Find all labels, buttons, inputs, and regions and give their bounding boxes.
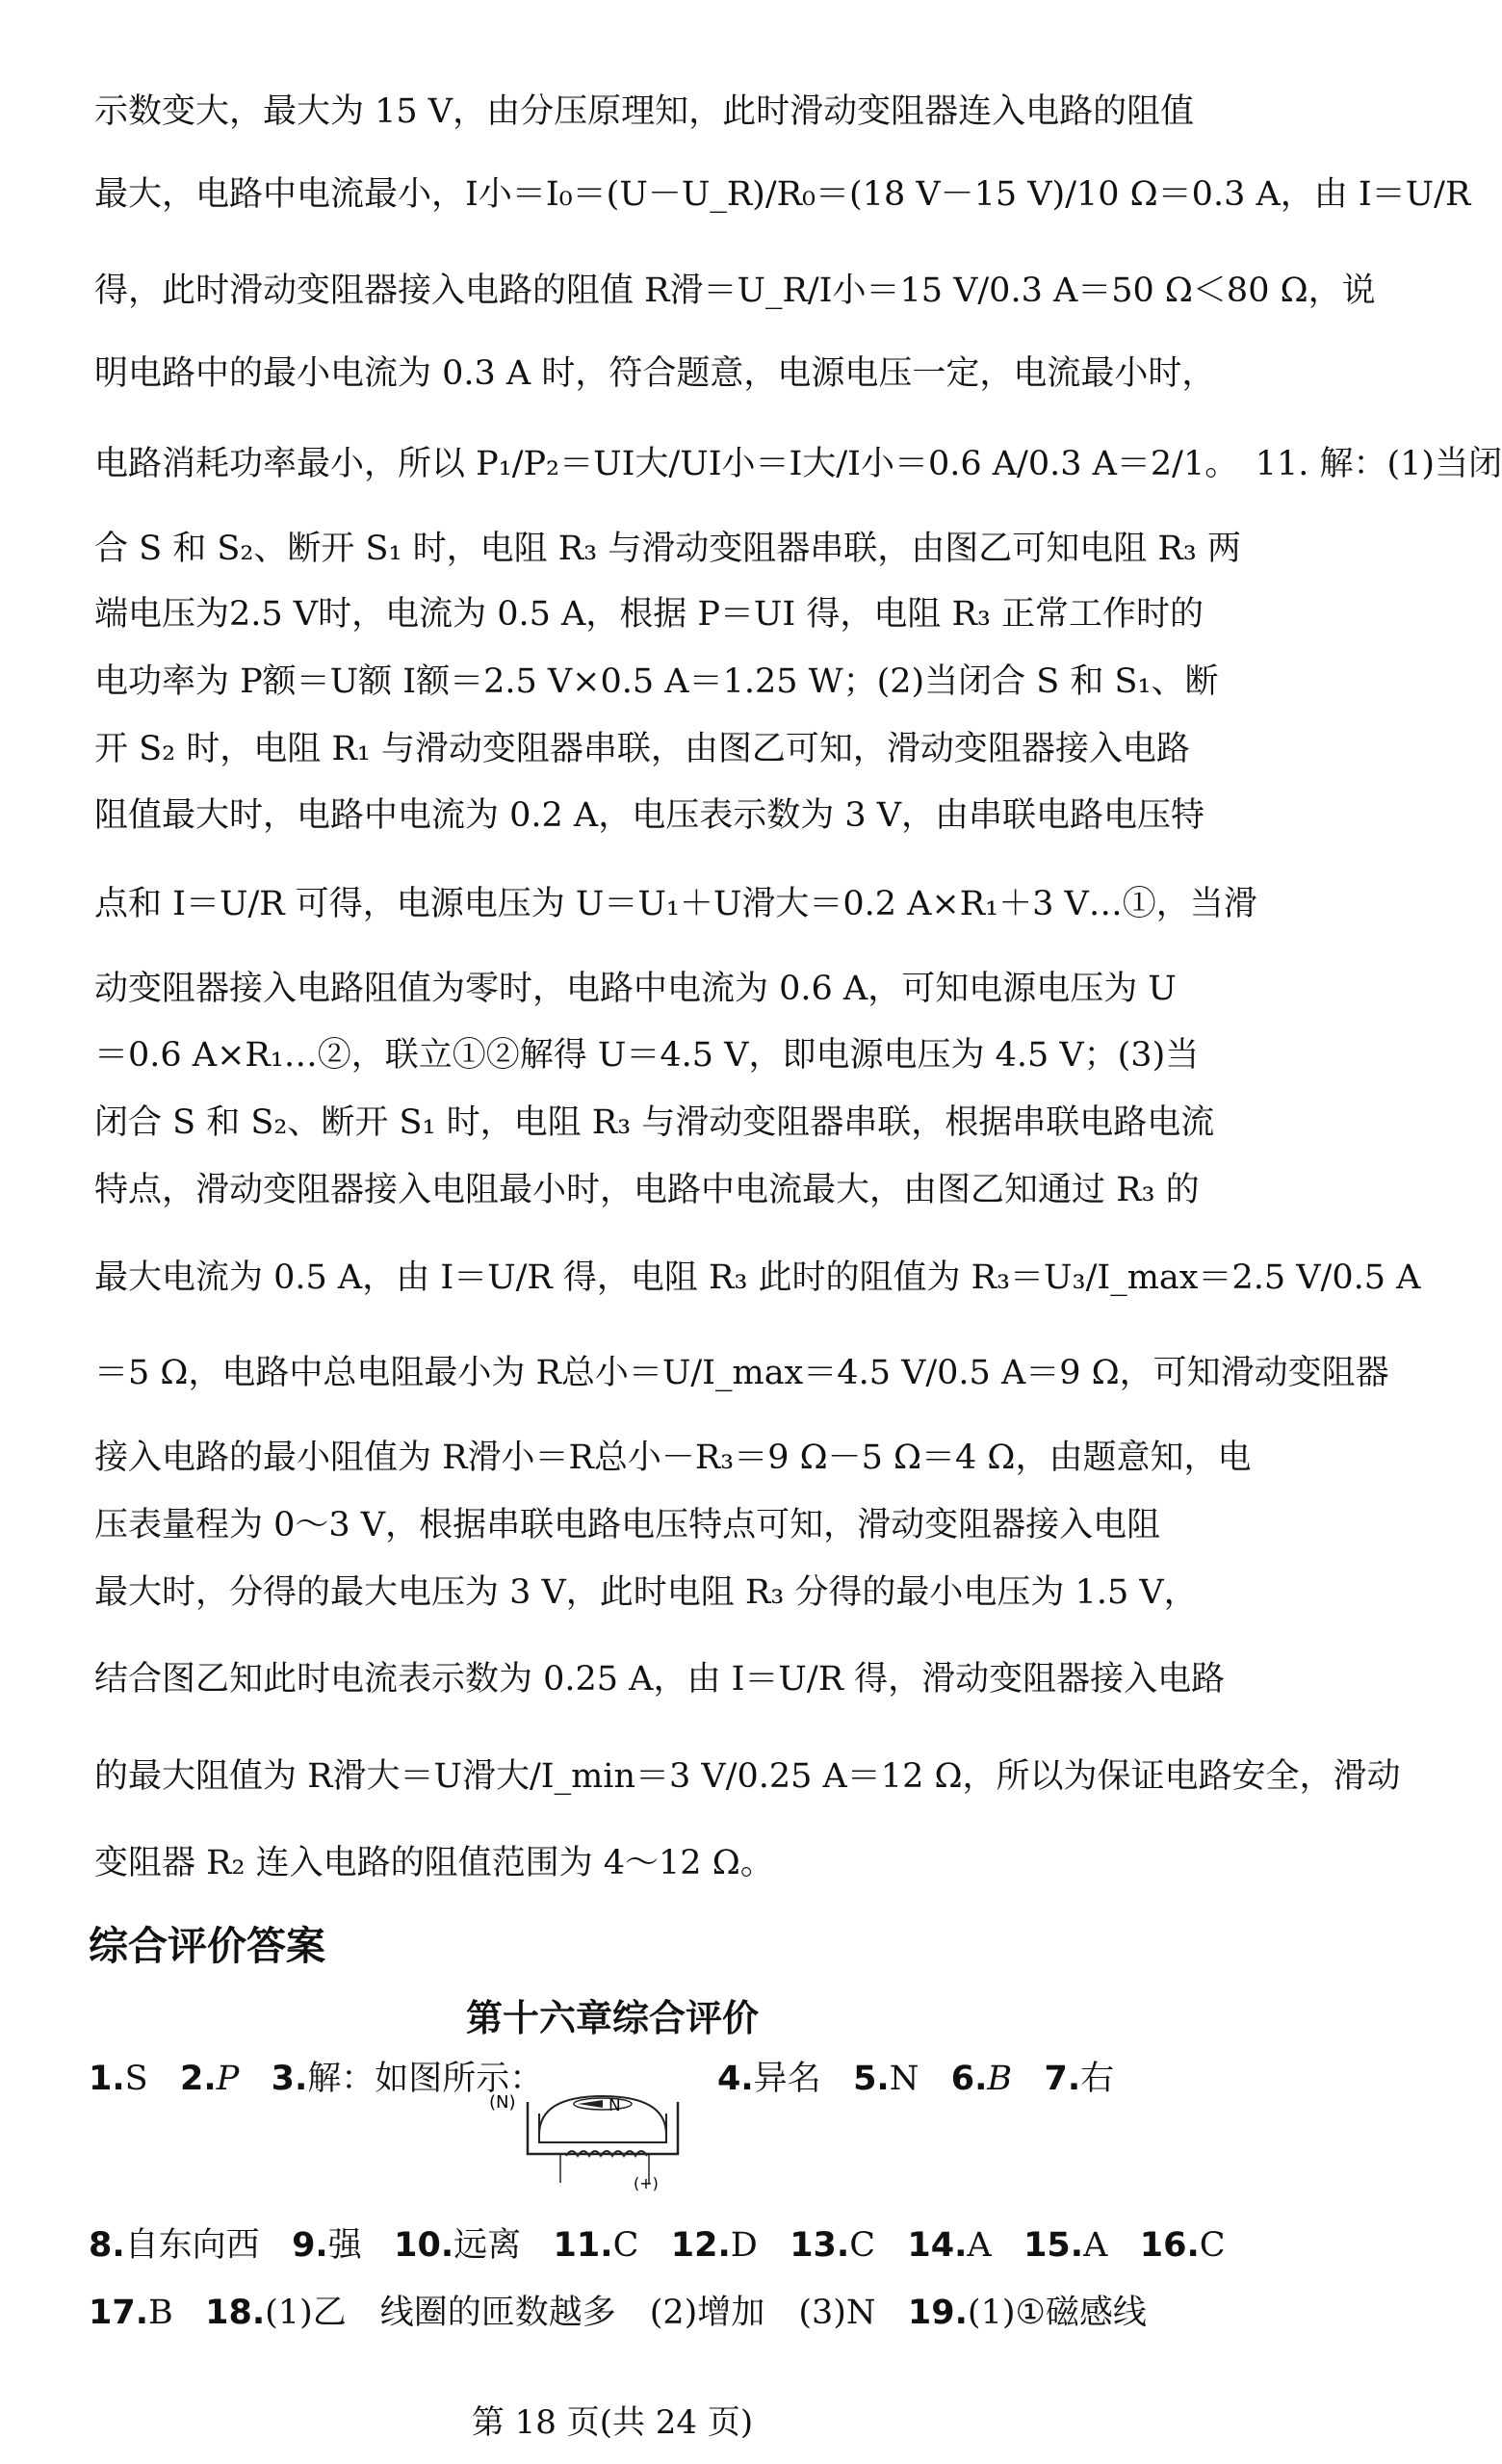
answer-row-2 xyxy=(89,2224,1226,2267)
answer-15: A xyxy=(1083,2226,1108,2265)
answer-9-number: 9. xyxy=(292,2226,328,2265)
text-line-9: 开 S₂ 时，电阻 R₁ 与滑动变阻器串联，由图乙可知，滑动变阻器接入电路 xyxy=(94,730,1190,768)
text-line-19: 压表量程为 0～3 V，根据串联电路电压特点可知，滑动变阻器接入电阻 xyxy=(94,1506,1161,1544)
text-line-16: 最大电流为 0.5 A，由 I＝U/R 得，电阻 R₃ 此时的阻值为 R₃＝U₃/I_max＝2.5 V/0.5 A xyxy=(94,1258,1421,1297)
answer-12-number: 12. xyxy=(670,2226,731,2265)
answer-2: P xyxy=(216,2060,240,2098)
answer-1-number: 1. xyxy=(89,2060,125,2098)
answer-5: N xyxy=(889,2060,919,2098)
section-title: 综合评价答案 xyxy=(89,1923,325,1969)
answer-8: 自东向西 xyxy=(124,2226,260,2265)
text-line-21: 结合图乙知此时电流表示数为 0.25 A，由 I＝U/R 得，滑动变阻器接入电路 xyxy=(94,1660,1226,1699)
answer-10-number: 10. xyxy=(394,2226,454,2265)
answer-7: 右 xyxy=(1080,2060,1115,2098)
text-line-2: 最大，电路中电流最小，I小＝I₀＝(U－U_R)/R₀＝(18 V－15 V)/10 Ω＝0.3 A，由 I＝U/R xyxy=(94,175,1471,214)
answer-13: C xyxy=(849,2226,875,2265)
fig-needle-label: N xyxy=(609,2096,621,2115)
text-line-23: 变阻器 R₂ 连入电路的阻值范围为 4～12 Ω。 xyxy=(94,1844,774,1882)
text-line-12: 动变阻器接入电路阻值为零时，电路中电流为 0.6 A，可知电源电压为 U xyxy=(94,970,1177,1008)
text-line-13: ＝0.6 A×R₁…②，联立①②解得 U＝4.5 V，即电源电压为 4.5 V；(3)当 xyxy=(94,1036,1200,1075)
needle-icon xyxy=(578,2100,603,2108)
text-line-14: 闭合 S 和 S₂、断开 S₁ 时，电阻 R₃ 与滑动变阻器串联，根据串联电路电流 xyxy=(94,1103,1215,1142)
text-line-15: 特点，滑动变阻器接入电阻最小时，电路中电流最大，由图乙知通过 R₃ 的 xyxy=(94,1171,1200,1209)
answer-4-number: 4. xyxy=(717,2060,754,2098)
text-line-18: 接入电路的最小阻值为 R滑小＝R总小－R₃＝9 Ω－5 Ω＝4 Ω，由题意知，电 xyxy=(94,1439,1252,1477)
answer-19: (1)①磁感线 xyxy=(967,2294,1147,2332)
answer-16-number: 16. xyxy=(1139,2226,1200,2265)
answer-15-number: 15. xyxy=(1023,2226,1084,2265)
text-line-7: 端电压为2.5 V时，电流为 0.5 A，根据 P＝UI 得，电阻 R₃ 正常工作时的 xyxy=(94,595,1204,634)
answer-19-number: 19. xyxy=(907,2294,968,2332)
answer-row-1b xyxy=(717,2058,1114,2100)
answer-18: (1)乙 线圈的匝数越多 (2)增加 (3)N xyxy=(265,2294,876,2332)
answer-11-number: 11. xyxy=(553,2226,613,2265)
text-line-6: 合 S 和 S₂、断开 S₁ 时，电阻 R₃ 与滑动变阻器串联，由图乙可知电阻 R₃ 两 xyxy=(94,530,1241,568)
text-line-11: 点和 I＝U/R 可得，电源电压为 U＝U₁＋U滑大＝0.2 A×R₁＋3 V…①，当滑 xyxy=(94,885,1257,923)
answer-3: 解：如图所示： xyxy=(307,2060,544,2098)
answer-9: 强 xyxy=(327,2226,362,2265)
text-line-4: 明电路中的最小电流为 0.3 A 时，符合题意，电源电压一定，电流最小时， xyxy=(94,354,1216,393)
answer-18-number: 18. xyxy=(205,2294,266,2332)
answer-2-number: 2. xyxy=(180,2060,217,2098)
page-footer: 第 18 页(共 24 页) xyxy=(471,2403,754,2442)
answer-row-3 xyxy=(89,2292,1147,2334)
answer-17-number: 17. xyxy=(89,2294,149,2332)
chapter-title: 第十六章综合评价 xyxy=(465,1996,759,2039)
answer-16: C xyxy=(1199,2226,1226,2265)
answer-13-number: 13. xyxy=(790,2226,850,2265)
fig-terminal-label: (+) xyxy=(634,2174,659,2192)
answer-6-number: 6. xyxy=(950,2060,988,2098)
answer-1: S xyxy=(124,2060,148,2098)
answer-7-number: 7. xyxy=(1044,2060,1081,2098)
text-line-22: 的最大阻值为 R滑大＝U滑大/I_min＝3 V/0.25 A＝12 Ω，所以为保证电路安全，滑动 xyxy=(94,1757,1401,1796)
text-line-8: 电功率为 P额＝U额 I额＝2.5 V×0.5 A＝1.25 W；(2)当闭合 S 和 S₁、断 xyxy=(94,662,1219,701)
answer-5-number: 5. xyxy=(853,2060,890,2098)
fig-left-pole-label: (N) xyxy=(489,2092,516,2113)
answer-6: B xyxy=(987,2060,1013,2098)
answer-8-number: 8. xyxy=(89,2226,125,2265)
answer-14: A xyxy=(967,2226,992,2265)
u-core-inner xyxy=(539,2114,666,2142)
electromagnet-diagram xyxy=(489,2075,696,2191)
answer-4: 异名 xyxy=(753,2060,821,2098)
text-line-1: 示数变大，最大为 15 V，由分压原理知，此时滑动变阻器连入电路的阻值 xyxy=(94,92,1195,131)
text-line-17: ＝5 Ω，电路中总电阻最小为 R总小＝U/I_max＝4.5 V/0.5 A＝9 Ω，可知滑动变阻器 xyxy=(94,1354,1389,1392)
answer-10: 远离 xyxy=(453,2226,522,2265)
text-line-5: 电路消耗功率最小，所以 P₁/P₂＝UI大/UI小＝I大/I小＝0.6 A/0.3 A＝2/1。 11. 解：(1)当闭 xyxy=(94,445,1502,483)
answer-14-number: 14. xyxy=(907,2226,968,2265)
answer-row-1 xyxy=(89,2058,543,2100)
answer-11: C xyxy=(612,2226,639,2265)
answer-17: B xyxy=(148,2294,173,2332)
answer-12: D xyxy=(730,2226,758,2265)
text-line-10: 阻值最大时，电路中电流为 0.2 A，电压表示数为 3 V，由串联电路电压特 xyxy=(94,796,1204,835)
text-line-20: 最大时，分得的最大电压为 3 V，此时电阻 R₃ 分得的最小电压为 1.5 V， xyxy=(94,1573,1198,1612)
text-line-3: 得，此时滑动变阻器接入电路的阻值 R滑＝U_R/I小＝15 V/0.3 A＝50 Ω＜80 Ω，说 xyxy=(94,272,1376,310)
answer-3-number: 3. xyxy=(271,2060,308,2098)
